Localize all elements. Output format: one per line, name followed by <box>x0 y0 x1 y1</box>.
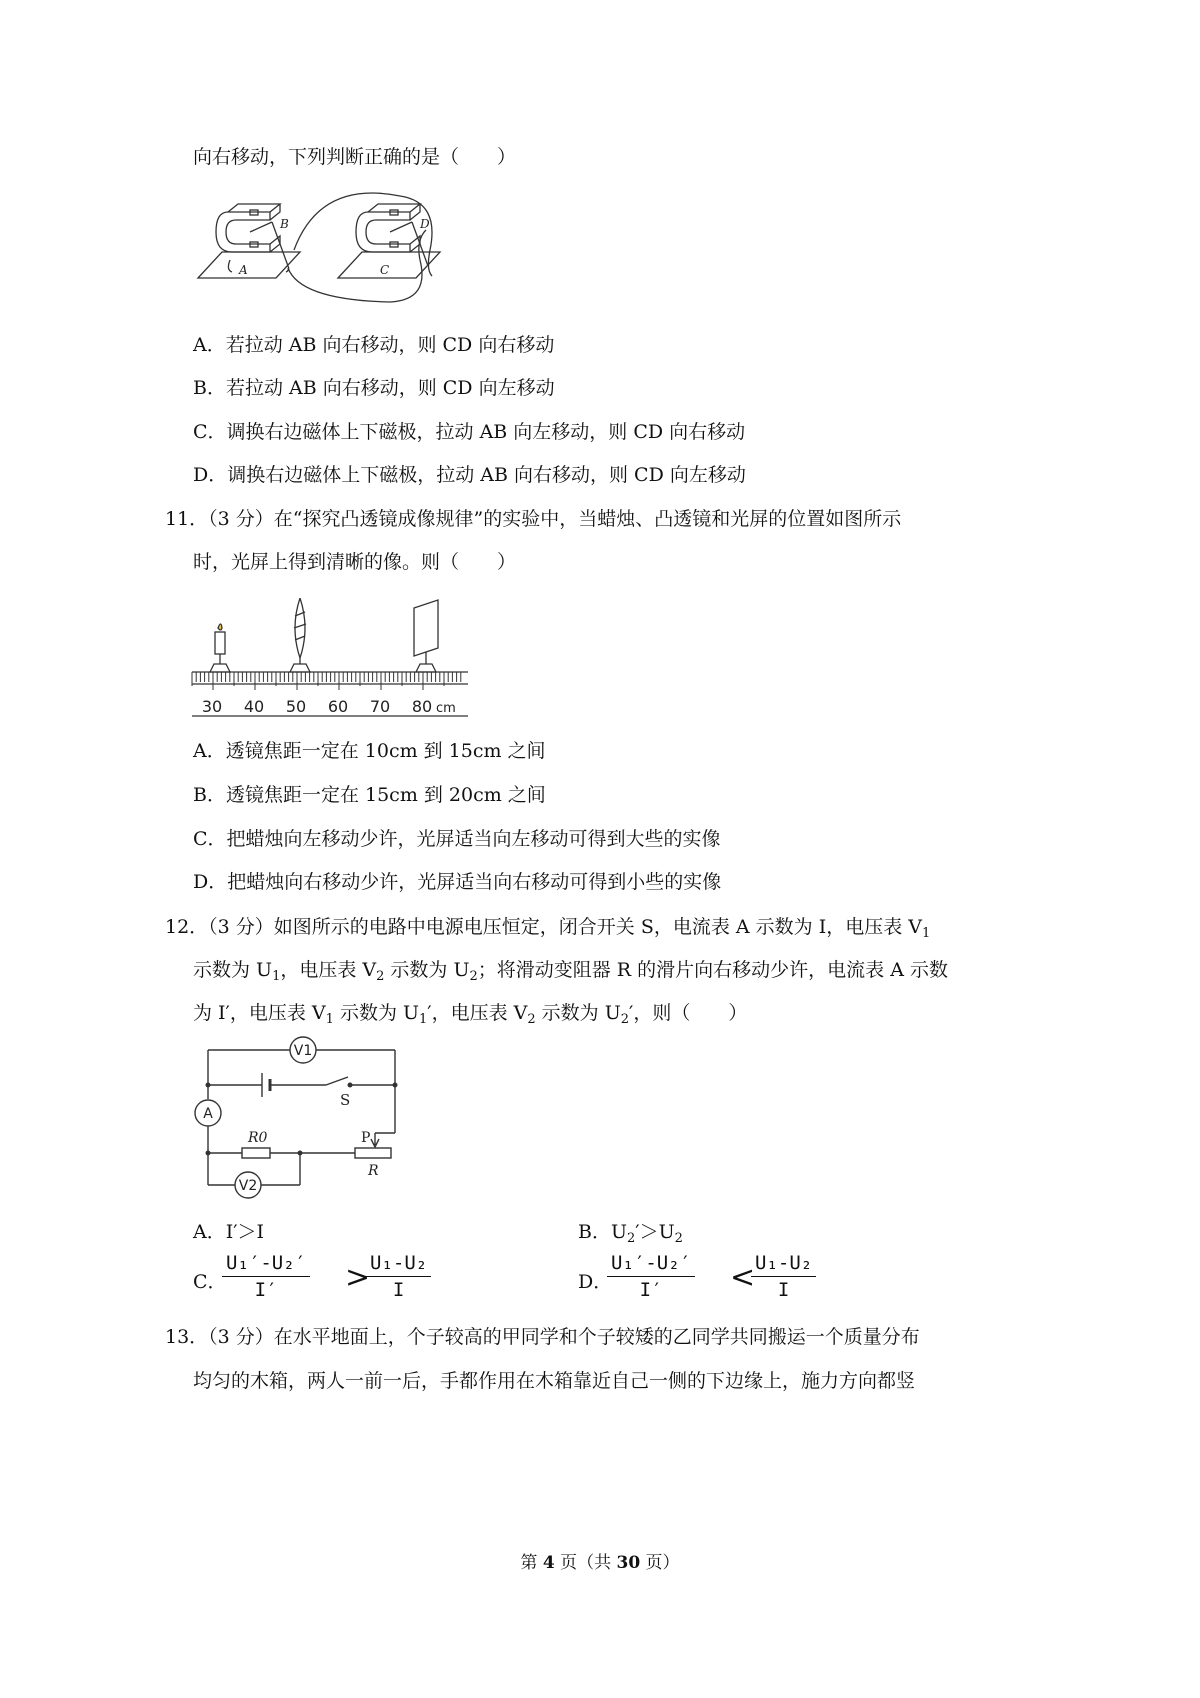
q12-option-d-label: D． <box>578 1271 613 1293</box>
voltmeter-v2-label: V2 <box>238 1178 258 1194</box>
q10-option-a: A．若拉动 AB 向右移动，则 CD 向右移动 <box>193 334 555 356</box>
q12-option-c-gt: > <box>345 1260 371 1295</box>
q13-stem-line2: 均匀的木箱，两人一前一后，手都作用在木箱靠近自己一侧的下边缘上，施力方向都竖 <box>193 1370 916 1392</box>
q12-option-c-frac-left: $\frac{\text{U₁′-U₂′}}{I'}$ <box>222 1252 310 1301</box>
ruler-unit: cm <box>436 701 456 716</box>
q10-option-b: B．若拉动 AB 向右移动，则 CD 向左移动 <box>193 377 555 399</box>
switch-label: S <box>340 1091 351 1109</box>
q12-stem-line3: 为 I′，电压表 $V_1$ 示数为 $U_1'$，电压表 $V_2$ 示数为 $U_2'$，则（ ） <box>193 1002 748 1027</box>
ruler-label-40: 40 <box>243 697 265 716</box>
q12-circuit-figure <box>190 1035 410 1205</box>
q12-stem-line2: 示数为 $U_1$，电压表 $V_2$ 示数为 $U_2$；将滑动变阻器 R 的滑片向右移动少许，电流表 A 示数 <box>193 959 948 984</box>
label-c: C <box>380 263 390 277</box>
rheostat-r-label: R <box>368 1163 379 1179</box>
page-number: 4 <box>542 1553 555 1573</box>
q12-option-d-lt: < <box>730 1260 756 1295</box>
q11-figure <box>190 598 475 723</box>
ruler-label-70: 70 <box>369 697 391 716</box>
label-a: A <box>239 263 248 277</box>
ruler-label-80: 80 <box>411 697 433 716</box>
q13-stem-line1: 13．（3 分）在水平地面上，个子较高的甲同学和个子较矮的乙同学共同搬运一个质量分布 <box>165 1326 920 1348</box>
voltmeter-v1-label: V1 <box>293 1043 313 1059</box>
label-b: B <box>280 217 289 231</box>
q11-stem-line1: 11．（3 分）在“探究凸透镜成像规律”的实验中，当蜡烛、凸透镜和光屏的位置如图所示 <box>165 508 902 530</box>
ruler-label-30: 30 <box>201 697 223 716</box>
q12-option-c-frac-right: $\frac{\text{U₁-U₂}}{I}$ <box>366 1252 431 1301</box>
q12-option-b: B．$U_2'>U_2$ <box>578 1221 683 1246</box>
q11-option-d: D．把蜡烛向右移动少许，光屏适当向右移动可得到小些的实像 <box>193 871 722 893</box>
q10-stem-tail: 向右移动，下列判断正确的是（ ） <box>193 146 517 168</box>
r0-label: R0 <box>248 1130 268 1146</box>
q11-option-b: B．透镜焦距一定在 15cm 到 20cm 之间 <box>193 784 546 806</box>
q10-figure <box>190 190 460 310</box>
ruler-label-50: 50 <box>285 697 307 716</box>
q10-option-d: D．调换右边磁体上下磁极，拉动 AB 向右移动，则 CD 向左移动 <box>193 464 746 486</box>
page-footer: 第 4 页（共 30 页） <box>520 1553 680 1573</box>
slider-p-label: P <box>361 1130 371 1146</box>
q12-option-a: A．I′＞I <box>193 1221 265 1243</box>
ruler-label-60: 60 <box>327 697 349 716</box>
q12-option-c-label: C． <box>193 1271 227 1293</box>
q11-option-a: A．透镜焦距一定在 10cm 到 15cm 之间 <box>193 740 546 762</box>
q10-option-c: C．调换右边磁体上下磁极，拉动 AB 向左移动，则 CD 向右移动 <box>193 421 746 443</box>
label-d: D <box>420 217 430 231</box>
page-total: 30 <box>616 1553 641 1573</box>
q11-stem-line2: 时，光屏上得到清晰的像。则（ ） <box>193 551 517 573</box>
ammeter-label: A <box>203 1106 213 1122</box>
q12-stem-line1: 12．（3 分）如图所示的电路中电源电压恒定，闭合开关 S，电流表 A 示数为 I，电压表 $V_1$ <box>165 916 931 941</box>
q11-option-c: C．把蜡烛向左移动少许，光屏适当向左移动可得到大些的实像 <box>193 828 721 850</box>
q12-option-d-frac-right: $\frac{\text{U₁-U₂}}{I}$ <box>751 1252 816 1301</box>
q12-option-d-frac-left: $\frac{\text{U₁′-U₂′}}{I'}$ <box>607 1252 695 1301</box>
